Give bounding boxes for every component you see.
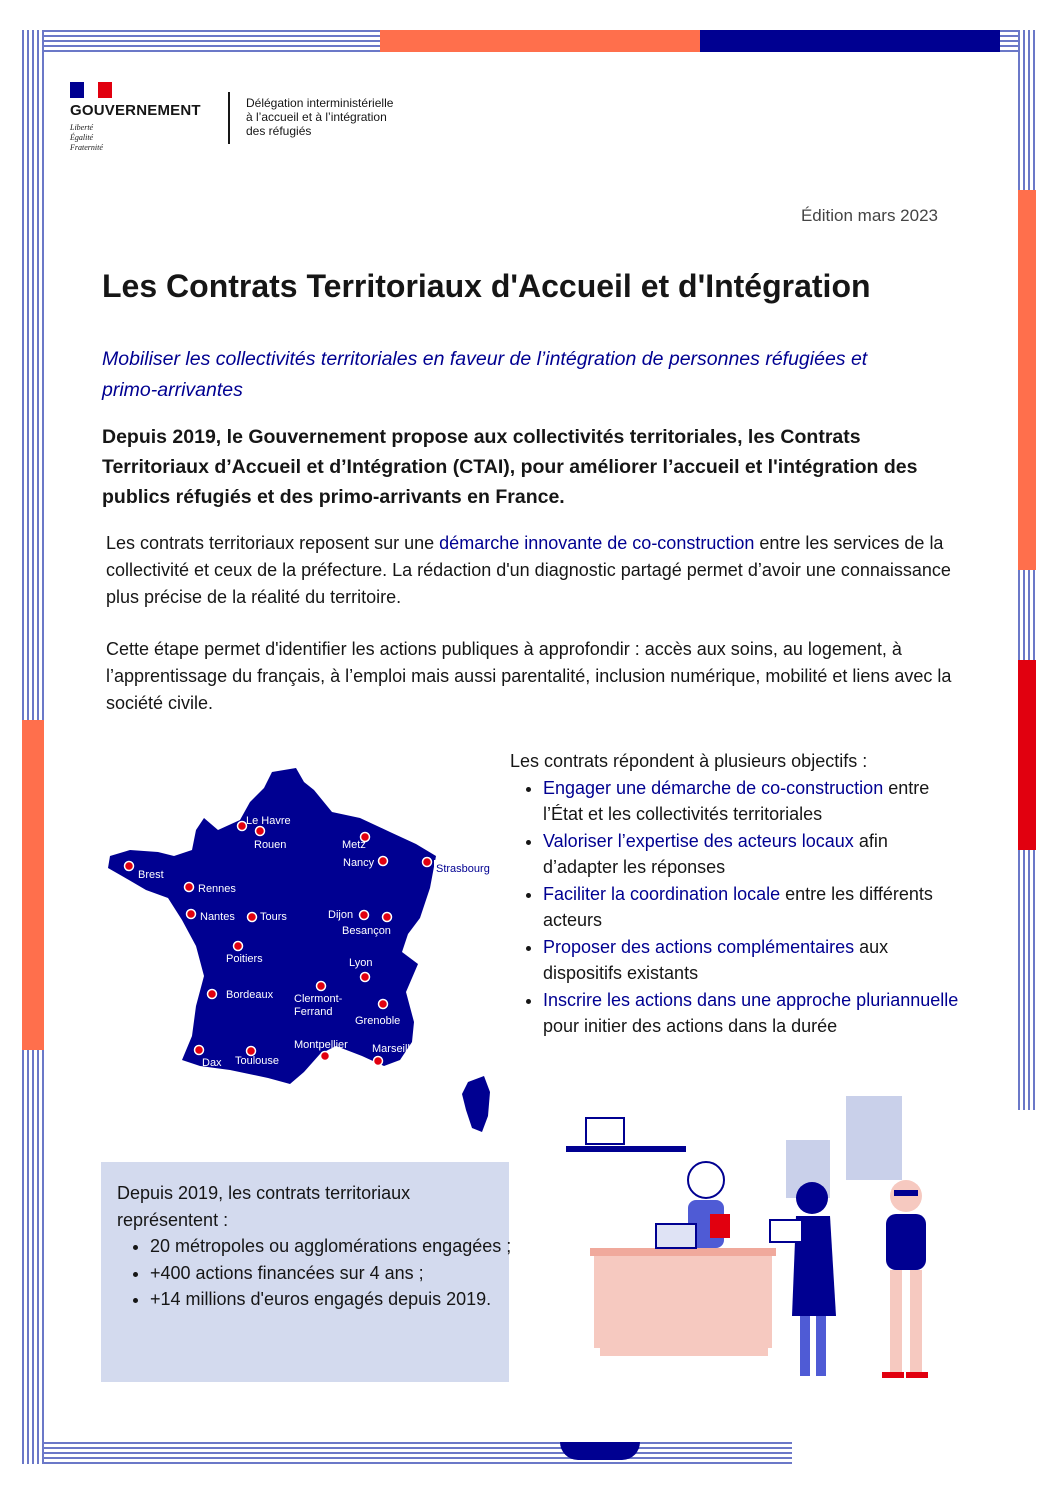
list-item — [543, 881, 960, 934]
city-dot — [195, 1046, 204, 1055]
city-label: Lyon — [349, 957, 373, 969]
city-label: Dax — [202, 1057, 222, 1069]
delegation-name — [246, 96, 446, 138]
city-dot — [208, 990, 217, 999]
city-dot — [248, 913, 257, 922]
city-label: Marseille — [372, 1043, 417, 1055]
city-label: Besançon — [342, 925, 391, 937]
marianne-flag-icon — [70, 82, 112, 98]
city-label: Nancy — [343, 857, 375, 869]
highlight-text: Proposer des actions complémentaires — [543, 936, 855, 957]
agent-shoe — [882, 1372, 904, 1378]
city-dot — [379, 857, 388, 866]
list-item: • +400 actions financées sur 4 ans ; — [150, 1260, 520, 1287]
objectives-lead: Les contrats répondent à plusieurs objectifs : — [510, 751, 868, 771]
highlight-text: démarche innovante de co-construction — [439, 533, 755, 553]
city-dot — [125, 862, 134, 871]
list-item — [543, 987, 960, 1040]
frame-coral-right — [1018, 190, 1036, 570]
agent-leg — [910, 1270, 922, 1372]
city-dot — [374, 1057, 383, 1066]
objectives-section — [510, 748, 960, 1040]
city-dot — [321, 1052, 330, 1061]
frame-red-right — [1018, 660, 1036, 850]
gov-motto — [70, 123, 103, 153]
text: entre les services de la collectivité et ceux de la préfecture. La rédaction d'un diagnostic partagé permet d’avoir une connaissance plus précise de la réalité du territoire. — [106, 533, 951, 607]
visitor-leg — [800, 1316, 810, 1376]
city-label: Le Havre — [246, 815, 291, 827]
frame-coral-top — [380, 30, 700, 52]
visitor-head — [796, 1182, 828, 1214]
text: entre les différents acteurs — [543, 883, 933, 930]
city-label: Strasbourg — [436, 863, 490, 875]
delegation-line: à l’accueil et à l’intégration — [246, 110, 387, 124]
france-map — [100, 760, 500, 1140]
intro-paragraph: Depuis 2019, le Gouvernement propose aux collectivités territoriales, les Contrats Territoriaux d’Accueil et d’Intégration (CTAI), pour améliorer l’accueil et l'intégration des publics réfugiés et des primo-arrivants en France. — [102, 426, 918, 508]
text: entre l’État et les collectivités territoriales — [543, 777, 930, 824]
reception-desk-illustration — [560, 1090, 960, 1390]
agent-shoe — [906, 1372, 928, 1378]
list-item: • 20 métropoles ou agglomérations engagées ; — [150, 1233, 520, 1260]
visitor-leg — [816, 1316, 826, 1376]
highlight-text: Faciliter la coordination locale — [543, 883, 781, 904]
city-dot — [185, 883, 194, 892]
city-dot — [234, 942, 243, 951]
header-divider — [228, 92, 230, 144]
stats-box — [101, 1162, 512, 1382]
city-label: Poitiers — [226, 953, 263, 965]
delegation-line: des réfugiés — [246, 124, 312, 138]
highlight-text: Engager une démarche de co-construction — [543, 777, 884, 798]
city-label: Dijon — [328, 909, 354, 921]
visitor-tablet — [770, 1220, 802, 1242]
list-item — [543, 828, 960, 881]
shelf-document — [586, 1118, 624, 1144]
text: aux dispositifs existants — [543, 936, 889, 983]
frame-coral-left — [22, 720, 44, 1050]
page-title: Les Contrats Territoriaux d'Accueil et d'Intégration — [102, 268, 871, 304]
city-dot — [423, 858, 432, 867]
city-label: Brest — [138, 869, 164, 881]
stats-list — [117, 1233, 520, 1313]
gov-name: GOUVERNEMENT — [70, 102, 201, 119]
city-label: Toulouse — [235, 1055, 280, 1067]
edition-date: Édition mars 2023 — [800, 206, 938, 225]
laptop — [656, 1224, 696, 1248]
motto-line: Fraternité — [70, 143, 103, 152]
delegation-line: Délégation interministérielle — [246, 96, 394, 110]
desk-base — [600, 1346, 768, 1356]
objectives-list — [510, 775, 960, 1040]
frame-blue-bottom — [560, 1442, 640, 1460]
city-label: Rennes — [198, 883, 236, 895]
highlight-text: Valoriser l’expertise des acteurs locaux — [543, 830, 854, 851]
city-dot — [383, 913, 392, 922]
highlight-text: Inscrire les actions dans une approche pluriannuelle — [543, 989, 959, 1010]
stats-lead: Depuis 2019, les contrats territoriaux représentent : — [117, 1183, 411, 1230]
city-dot — [256, 827, 265, 836]
list-item: • +14 millions d'euros engagés depuis 2019. — [150, 1286, 520, 1313]
list-item — [543, 934, 960, 987]
city-dot — [361, 973, 370, 982]
clerk-folder — [710, 1214, 730, 1238]
paragraph-coconstruction — [106, 530, 966, 611]
desk-top — [590, 1248, 776, 1256]
city-label: Metz — [342, 839, 366, 851]
frame-blue-top — [700, 30, 1000, 52]
city-label: Bordeaux — [226, 989, 274, 1001]
city-label: Tours — [260, 911, 287, 923]
clerk-head — [688, 1162, 724, 1198]
motto-line: Liberté — [70, 123, 94, 132]
city-dot — [379, 1000, 388, 1009]
city-dot — [360, 911, 369, 920]
desk — [594, 1250, 772, 1348]
city-dot — [187, 910, 196, 919]
wall-panel — [846, 1096, 902, 1180]
corsica-shape — [462, 1076, 490, 1132]
city-label: Nantes — [200, 911, 235, 923]
agent-body — [886, 1214, 926, 1270]
text: pour initier des actions dans la durée — [543, 1016, 838, 1036]
city-label: Clermont-Ferrand — [294, 993, 343, 1018]
list-item — [543, 775, 960, 828]
motto-line: Égalité — [70, 133, 94, 142]
shelf — [566, 1146, 686, 1152]
paragraph-actions: Cette étape permet d'identifier les actions publiques à approfondir : accès aux soins, au logement, à l’apprentissage du français, à l’emploi mais aussi parentalité, inclusion numérique, mobilité et liens avec la société civile. — [106, 639, 952, 713]
city-label: Grenoble — [355, 1015, 401, 1027]
city-label: Rouen — [254, 839, 287, 851]
city-label: Montpellier — [294, 1039, 348, 1051]
text: afin d’adapter les réponses — [543, 830, 888, 877]
agent-glasses — [894, 1190, 918, 1196]
text: Les contrats territoriaux reposent sur une — [106, 533, 440, 553]
agent-leg — [890, 1270, 902, 1372]
page-subtitle: Mobiliser les collectivités territoriales en faveur de l’intégration de personnes réfugiées et primo-arrivantes — [102, 348, 868, 401]
city-dot — [317, 982, 326, 991]
frame-stripes-bottom — [22, 1442, 792, 1464]
